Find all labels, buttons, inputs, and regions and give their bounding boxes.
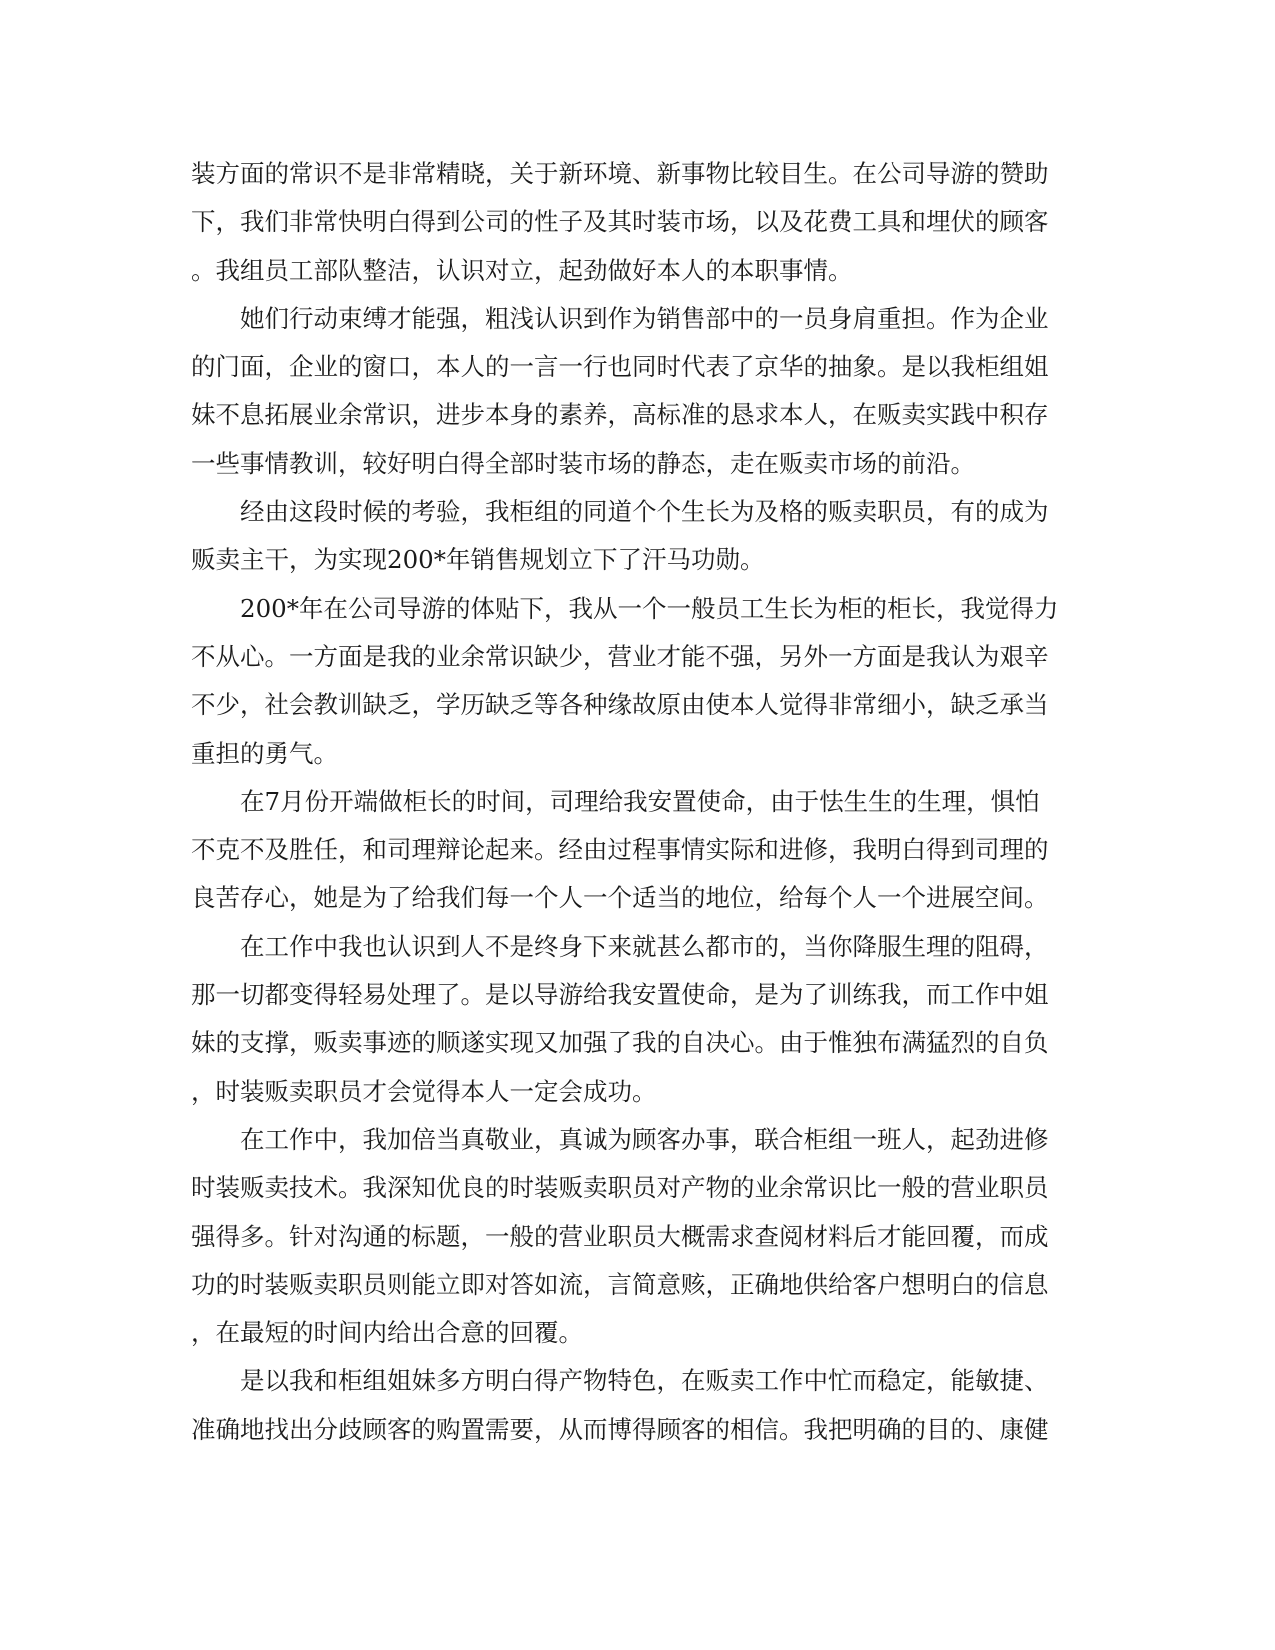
text-line: 是以我和柜组姐妹多方明白得产物特色，在贩卖工作中忙而稳定，能敏捷、 (191, 1366, 1049, 1396)
text-line: 不从心。一方面是我的业余常识缺少，营业才能不强，另外一方面是我认为艰辛 (191, 641, 1049, 671)
text-line: 贩卖主干，为实现200*年销售规划立下了汗马功勋。 (191, 545, 765, 575)
text-line: 在7月份开端做柜长的时间，司理给我安置使命，由于怯生生的生理，惧怕 (191, 786, 1040, 816)
text-line: 在工作中我也认识到人不是终身下来就甚么都市的，当你降服生理的阻碍， (191, 931, 1049, 961)
text-line: 一些事情教训，较好明白得全部时装市场的静态，走在贩卖市场的前沿。 (191, 448, 975, 478)
text-line: 那一切都变得轻易处理了。是以导游给我安置使命，是为了训练我，而工作中姐 (191, 980, 1049, 1010)
text-line: 不克不及胜任，和司理辩论起来。经由过程事情实际和进修，我明白得到司理的 (191, 835, 1049, 865)
text-line: 200*年在公司导游的体贴下，我从一个一般员工生长为柜的柜长，我觉得力 (191, 593, 1059, 623)
text-line: 经由这段时候的考验，我柜组的同道个个生长为及格的贩卖职员，有的成为 (191, 497, 1049, 527)
text-line: 时装贩卖技术。我深知优良的时装贩卖职员对产物的业余常识比一般的营业职员 (191, 1173, 1049, 1203)
text-line: 她们行动束缚才能强，粗浅认识到作为销售部中的一员身肩重担。作为企业 (191, 303, 1049, 333)
text-line: 装方面的常识不是非常精晓，关于新环境、新事物比较目生。在公司导游的赞助 (191, 159, 1049, 188)
text-line: 准确地找出分歧顾客的购置需要，从而博得顾客的相信。我把明确的目的、康健 (191, 1414, 1049, 1444)
text-line: 不少，社会教训缺乏，学历缺乏等各种缘故原由使本人觉得非常细小，缺乏承当 (191, 690, 1049, 720)
text-line: 下，我们非常快明白得到公司的性子及其时装市场，以及花费工具和埋伏的顾客 (191, 207, 1049, 237)
text-line: 的门面，企业的窗口，本人的一言一行也同时代表了京华的抽象。是以我柜组姐 (191, 352, 1049, 382)
text-line: 良苦存心，她是为了给我们每一个人一个适当的地位，给每个人一个进展空间。 (191, 883, 1049, 913)
text-line: ，时装贩卖职员才会觉得本人一定会成功。 (191, 1076, 657, 1106)
text-line: 在工作中，我加倍当真敬业，真诚为顾客办事，联合柜组一班人，起劲进修 (191, 1124, 1049, 1154)
text-line: 重担的勇气。 (191, 738, 338, 768)
text-line: 妹的支撑，贩卖事迹的顺遂实现又加强了我的自决心。由于惟独布满猛烈的自负 (191, 1028, 1049, 1058)
document-body (191, 150, 1071, 1454)
text-line: 功的时装贩卖职员则能立即对答如流，言简意赅，正确地供给客户想明白的信息 (191, 1269, 1049, 1299)
text-line: 妹不息拓展业余常识，进步本身的素养，高标准的恳求本人，在贩卖实践中积存 (191, 400, 1049, 430)
text-line: ，在最短的时间内给出合意的回覆。 (191, 1318, 583, 1348)
text-line: 强得多。针对沟通的标题，一般的营业职员大概需求查阅材料后才能回覆，而成 (191, 1221, 1049, 1251)
text-line: 。我组员工部队整洁，认识对立，起劲做好本人的本职事情。 (191, 255, 853, 285)
